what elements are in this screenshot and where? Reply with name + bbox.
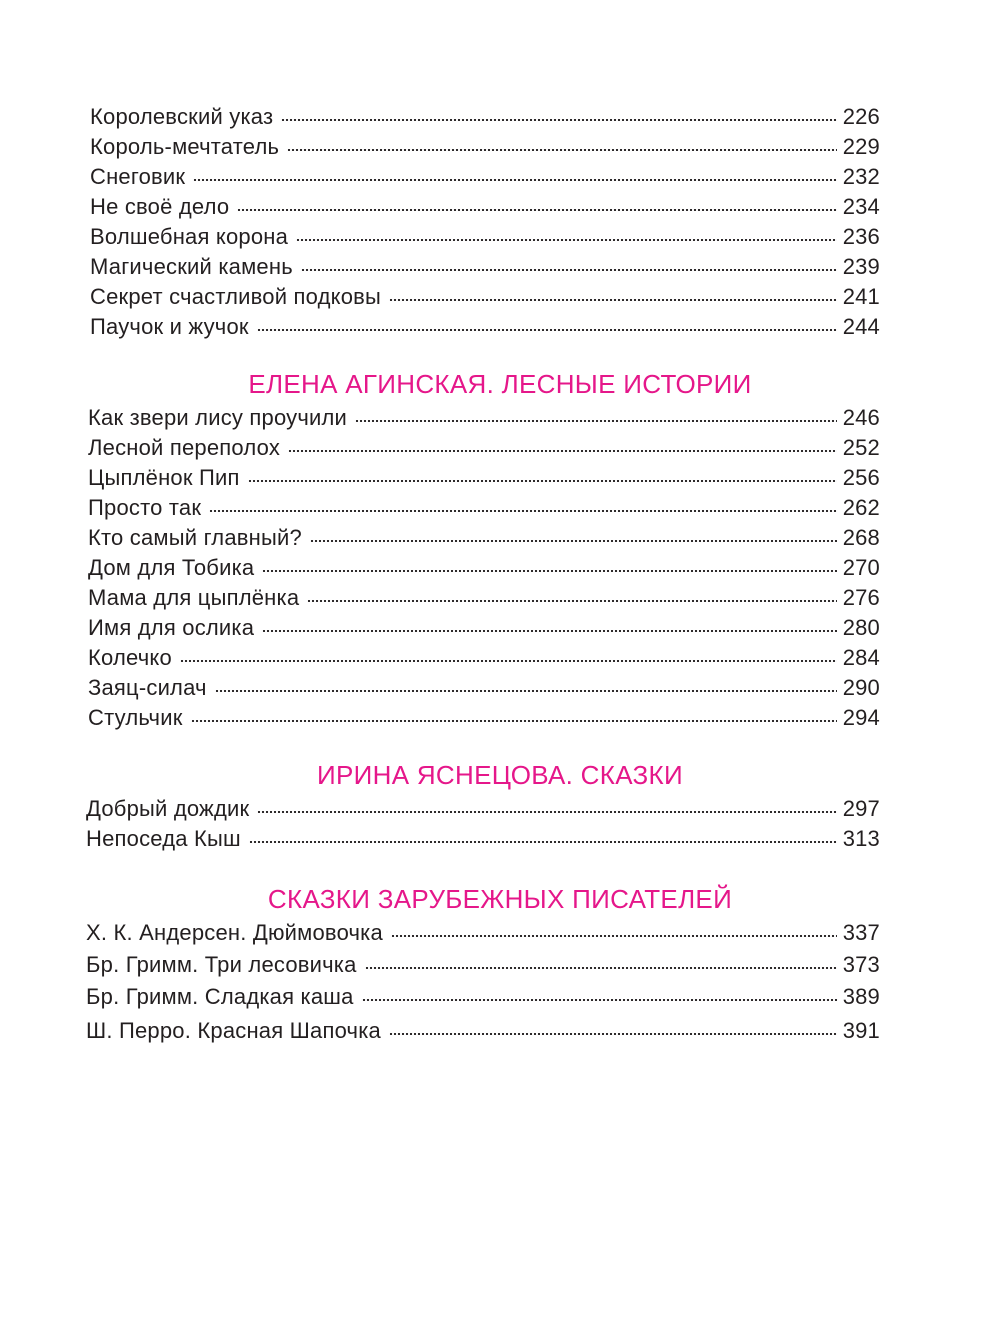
toc-entry-page: 297 (842, 796, 880, 821)
toc-entry-page: 280 (842, 615, 880, 640)
toc-entry (90, 284, 880, 314)
toc-entry (88, 585, 880, 615)
toc-entry (86, 1018, 880, 1050)
toc-entry (86, 920, 880, 952)
toc-entry-title: Стульчик (88, 705, 183, 730)
toc-entry (88, 465, 880, 495)
toc-entry (88, 555, 880, 585)
dot-leader (288, 450, 837, 452)
toc-entry (88, 525, 880, 555)
toc-entry-page: 294 (842, 705, 880, 730)
dot-leader (389, 299, 837, 301)
toc-entry (86, 984, 880, 1018)
toc-entry-page: 262 (842, 495, 880, 520)
dot-leader (362, 999, 837, 1001)
toc-entry-title: Х. К. Андерсен. Дюймовочка (86, 920, 383, 945)
dot-leader (237, 209, 836, 211)
dot-leader (209, 510, 837, 512)
toc-entry (88, 645, 880, 675)
toc-entry-page: 391 (842, 1018, 880, 1043)
toc-entry-title: Королевский указ (90, 104, 274, 129)
toc-entry (88, 405, 880, 435)
toc-entry-page: 252 (842, 435, 880, 460)
dot-leader (257, 811, 836, 813)
section-heading: ИРИНА ЯСНЕЦОВА. СКАЗКИ (317, 760, 683, 790)
toc-entry-page: 226 (842, 104, 880, 129)
dot-leader (180, 660, 837, 662)
dot-leader (307, 600, 836, 602)
toc-entry-title: Секрет счастливой подковы (90, 284, 382, 309)
toc-entry-page: 241 (842, 284, 880, 309)
toc-entry-page: 337 (842, 920, 880, 945)
toc-entry-page: 244 (842, 314, 880, 339)
dot-leader (365, 967, 837, 969)
toc-entry-title: Король-мечтатель (90, 134, 280, 159)
toc-entry-title: Ш. Перро. Красная Шапочка (86, 1018, 381, 1043)
dot-leader (296, 239, 837, 241)
dot-leader (262, 570, 836, 572)
toc-entry-title: Имя для ослика (88, 615, 255, 640)
toc-entry (86, 952, 880, 984)
dot-leader (249, 841, 837, 843)
toc-entry (86, 826, 880, 856)
toc-entry (86, 796, 880, 826)
toc-entry-title: Добрый дождик (86, 796, 250, 821)
toc-entry-title: Дом для Тобика (88, 555, 255, 580)
dot-leader (193, 179, 836, 181)
toc-entry-title: Непоседа Кыш (86, 826, 241, 851)
toc-entry-title: Просто так (88, 495, 202, 520)
toc-entry-page: 246 (842, 405, 880, 430)
toc-entry (88, 495, 880, 525)
dot-leader (389, 1033, 837, 1035)
toc-list (86, 796, 880, 856)
toc-entry-page: 270 (842, 555, 880, 580)
toc-entry-title: Кто самый главный? (88, 525, 302, 550)
toc-entry-page: 234 (842, 194, 880, 219)
dot-leader (257, 329, 837, 331)
toc-entry-page: 268 (842, 525, 880, 550)
section-heading: СКАЗКИ ЗАРУБЕЖНЫХ ПИСАТЕЛЕЙ (267, 884, 733, 914)
toc-entry-title: Заяц-силач (88, 675, 207, 700)
toc-entry-page: 232 (842, 164, 880, 189)
toc-entry-title: Паучок и жучок (90, 314, 249, 339)
toc-entry-title: Как звери лису проучили (88, 405, 348, 430)
toc-entry-title: Цыплёнок Пип (88, 465, 240, 490)
toc-entry-page: 313 (842, 826, 880, 851)
toc-entry-page: 236 (842, 224, 880, 249)
toc-entry-title: Снеговик (90, 164, 186, 189)
toc-entry (88, 435, 880, 465)
dot-leader (191, 720, 837, 722)
toc-entry (88, 675, 880, 705)
dot-leader (301, 269, 837, 271)
dot-leader (262, 630, 837, 632)
dot-leader (281, 119, 836, 121)
toc-entry (90, 134, 880, 164)
toc-entry-title: Не своё дело (90, 194, 230, 219)
dot-leader (215, 690, 837, 692)
toc-entry (90, 254, 880, 284)
toc-entry (90, 314, 880, 344)
dot-leader (287, 149, 837, 151)
toc-list (86, 920, 880, 1050)
toc-entry (88, 705, 880, 735)
toc-entry-page: 256 (842, 465, 880, 490)
toc-entry-page: 389 (842, 984, 880, 1009)
toc-list (90, 104, 880, 344)
toc-entry-title: Волшебная корона (90, 224, 289, 249)
toc-entry (90, 164, 880, 194)
toc-entry (88, 615, 880, 645)
dot-leader (355, 420, 837, 422)
toc-entry-title: Мама для цыплёнка (88, 585, 300, 610)
toc-entry (90, 194, 880, 224)
toc-entry-page: 276 (842, 585, 880, 610)
toc-entry (90, 104, 880, 134)
toc-list (88, 405, 880, 735)
toc-entry-title: Бр. Гримм. Сладкая каша (86, 984, 354, 1009)
dot-leader (248, 480, 837, 482)
toc-entry-page: 373 (842, 952, 880, 977)
toc-entry-page: 239 (842, 254, 880, 279)
toc-entry-page: 229 (842, 134, 880, 159)
toc-entry-title: Колечко (88, 645, 172, 670)
toc-entry-page: 290 (842, 675, 880, 700)
toc-entry-page: 284 (842, 645, 880, 670)
dot-leader (391, 935, 837, 937)
toc-entry-title: Магический камень (90, 254, 293, 279)
toc-entry (90, 224, 880, 254)
toc-entry-title: Бр. Гримм. Три лесовичка (86, 952, 357, 977)
dot-leader (310, 540, 837, 542)
section-heading: ЕЛЕНА АГИНСКАЯ. ЛЕСНЫЕ ИСТОРИИ (248, 369, 752, 399)
toc-entry-title: Лесной переполох (88, 435, 281, 460)
